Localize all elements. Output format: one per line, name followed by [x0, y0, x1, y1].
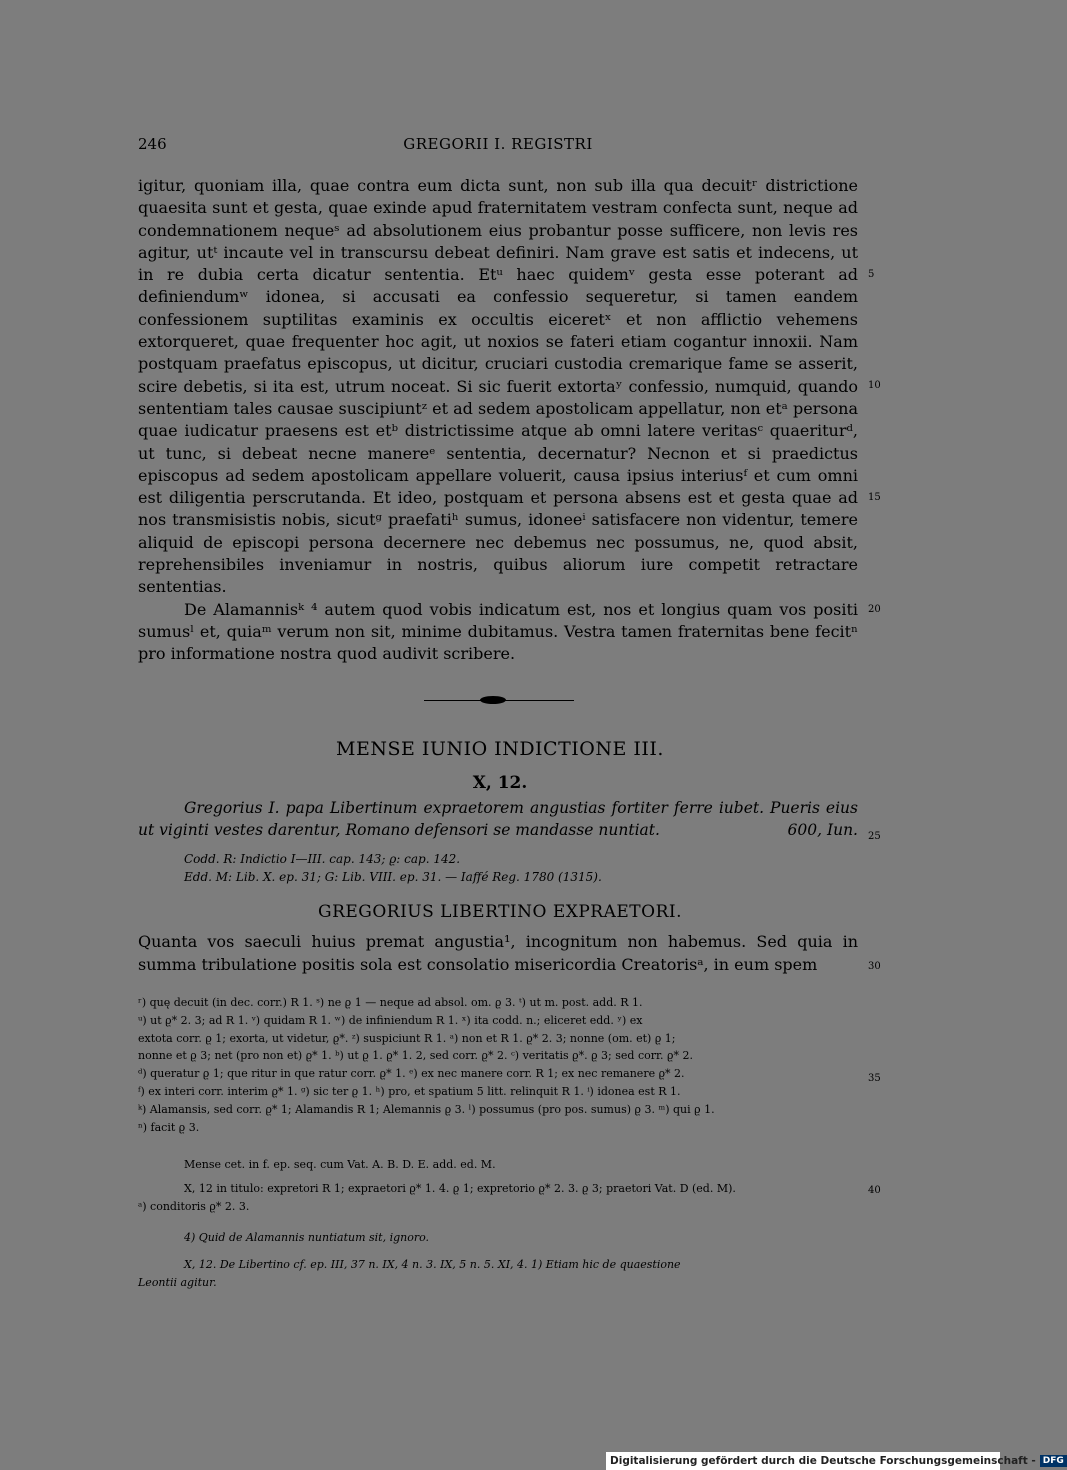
footnotes: [138, 994, 858, 1136]
notes-libertino: [138, 1256, 858, 1292]
editions-line: Edd. M: Lib. X. ep. 31; G: Lib. VIII. ep. 31. — Iaffé Reg. 1780 (1315).: [184, 870, 602, 884]
footnote-line: ⁿ) facit ϱ 3.: [138, 1120, 200, 1134]
note-line: 4) Quid de Alamannis nuntiatum sit, ignoro.: [184, 1231, 430, 1244]
notes-x12: [138, 1180, 858, 1216]
funding-footer: [606, 1452, 1064, 1470]
footnote-line: nonne et ϱ 3; net (pro non et) ϱ* 1. ᵇ) ut ϱ 1. ϱ* 1. 2, sed corr. ϱ* 2. ᶜ) veritatis ϱ*. ϱ 3; sed corr. ϱ* 2.: [138, 1049, 693, 1063]
footnote-line: ᵈ) queratur ϱ 1; que ritur in que ratur corr. ϱ* 1. ᵉ) ex nec manere corr. R 1; ex nec remanere ϱ* 2.: [138, 1067, 685, 1081]
summary-text: Gregorius I. papa Libertinum expraetorem angustias fortiter ferre iubet. Pueris eius ut viginti vestes darentur, Romano defensori se mandasse nuntiat.: [138, 799, 858, 839]
page-number: 246: [138, 135, 167, 153]
note-line: ᵃ) conditoris ϱ* 2. 3.: [138, 1199, 250, 1213]
codices-line: Codd. R: Indictio I—III. cap. 143; ϱ: cap. 142.: [184, 852, 461, 866]
line-number: 30: [868, 961, 881, 972]
letter-summary: [138, 797, 858, 841]
line-number: 10: [868, 380, 881, 391]
line-number: 35: [868, 1073, 881, 1084]
divider-ornament: [480, 696, 506, 704]
main-text: [138, 175, 858, 666]
footnote-line: ʳ) quę decuit (in dec. corr.) R 1. ˢ) ne ϱ 1 — neque ad absol. om. ϱ 3. ᵗ) ut m. post. add. R 1.: [138, 996, 643, 1009]
note-line: X, 12 in titulo: expretori R 1; expraetori ϱ* 1. 4. ϱ 1; expretorio ϱ* 2. 3. ϱ 3; praetori Vat. D (ed. M).: [184, 1182, 736, 1195]
paragraph-1: igitur, quoniam illa, quae contra eum dicta sunt, non sub illa qua decuitʳ districtione quaesita sunt et gesta, quae exinde apud fraternitatem vestram confecta sunt, neque ad condemnationem nequeˢ ad absolutionem eius probantur posse sufficere, non levis res agitur, utᵗ incaute vel in transcursu debeat definiri. Nam grave est satis et indecens, ut in re dubia certa dicatur sententia. Etᵘ haec quidemᵛ gesta esse poterant ad definiendumʷ idonea, si accusati ea confessio sequeretur, si tamen eandem confessionem suptilitas examinis ex occultis eiceretˣ et non afflictio vehemens extorqueret, quae frequenter hoc agit, ut noxios se fateri etiam cogantur innoxii. Nam postquam praefatus episcopus, ut dicitur, cruciari custodia cremarique fame se asserit, scire debetis, si ita est, utrum noceat. Si sic fuerit extortaʸ confessio, numquid, quando sententiam tales causae suscipiuntᶻ et ad sedem apostolicam appellatur, non etᵃ persona quae iudicatur praesens est etᵇ districtissime atque ab omni latere veritasᶜ quaeriturᵈ, ut tunc, si debeat necne manereᵉ sententia, decernatur? Necnon et si praedictus episcopus ad sedem apostolicam appellare voluerit, causa ipsius interiusᶠ et cum omni est diligentia perscrutanda. Et ideo, postquam et persona absens est et gesta quae ad nos transmisistis nobis, sicutᵍ praefatiʰ sumus, idoneeⁱ satisfacere non videntur, temere aliquid de episcopi persona decernere nec debemus nec possumus, ne, quod absit, reprehensibiles inveniamur in nostris, quibus aliorum iure competit retractare sententias.: [138, 176, 858, 597]
letter-addressee: GREGORIUS LIBERTINO EXPRAETORI.: [317, 902, 682, 922]
note-line: Mense cet. in f. ep. seq. cum Vat. A. B. D. E. add. ed. M.: [184, 1158, 496, 1171]
section-title: MENSE IUNIO INDICTIONE III.: [336, 738, 664, 760]
footnote-line: extota corr. ϱ 1; exorta, ut videtur, ϱ*. ᶻ) suspiciunt R 1. ᵃ) non et R 1. ϱ* 2. 3; nonne (om. et) ϱ 1;: [138, 1031, 676, 1045]
page-header: [138, 135, 858, 157]
paragraph-2: De Alamannisᵏ ⁴ autem quod vobis indicatum est, nos et longius quam vos positi sumusˡ et, quiaᵐ verum non sit, minime dubitamus. Vestra tamen fraternitas bene fecitⁿ pro informatione nostra quod audivit scribere.: [138, 599, 858, 664]
dfg-logo: DFG: [1040, 1455, 1067, 1467]
line-number: 15: [868, 492, 881, 503]
note-4: [184, 1229, 858, 1247]
footnote-line: ᵏ) Alamansis, sed corr. ϱ* 1; Alamandis R 1; Alemannis ϱ 3. ˡ) possumus (pro pos. sumus) ϱ 3. ᵐ) qui ϱ 1.: [138, 1102, 715, 1116]
letter-number: X, 12.: [472, 773, 528, 793]
footnote-line: ᵘ) ut ϱ* 2. 3; ad R 1. ᵛ) quidam R 1. ʷ) de infiniendum R 1. ˣ) ita codd. n.; eliceret edd. ʸ) ex: [138, 1013, 643, 1027]
footer-text: Digitalisierung gefördert durch die Deutsche Forschungsgemeinschaft -: [610, 1455, 1036, 1467]
note-mense: [184, 1156, 858, 1174]
running-title: GREGORII I. REGISTRI: [403, 135, 593, 153]
line-number: 20: [868, 604, 881, 615]
line-number: 5: [868, 269, 875, 280]
note-line: Leontii agitur.: [138, 1275, 217, 1289]
line-number: 40: [868, 1185, 881, 1196]
line-number: 25: [868, 831, 881, 842]
footnote-line: ᶠ) ex interi corr. interim ϱ* 1. ᵍ) sic ter ϱ 1. ʰ) pro, et spatium 5 litt. relinquit R 1. ⁱ) idonea est R 1.: [138, 1084, 681, 1098]
summary-date: 600, Iun.: [787, 821, 858, 839]
letter-text: Quanta vos saeculi huius premat angustia¹, incognitum non habemus. Sed quia in summa tribulatione positis sola est consolatio misericordia Creatorisᵃ, in eum spem: [138, 932, 858, 974]
note-line: X, 12. De Libertino cf. ep. III, 37 n. IX, 4 n. 3. IX, 5 n. 5. XI, 4. 1) Etiam hic de quaestione: [184, 1258, 681, 1271]
